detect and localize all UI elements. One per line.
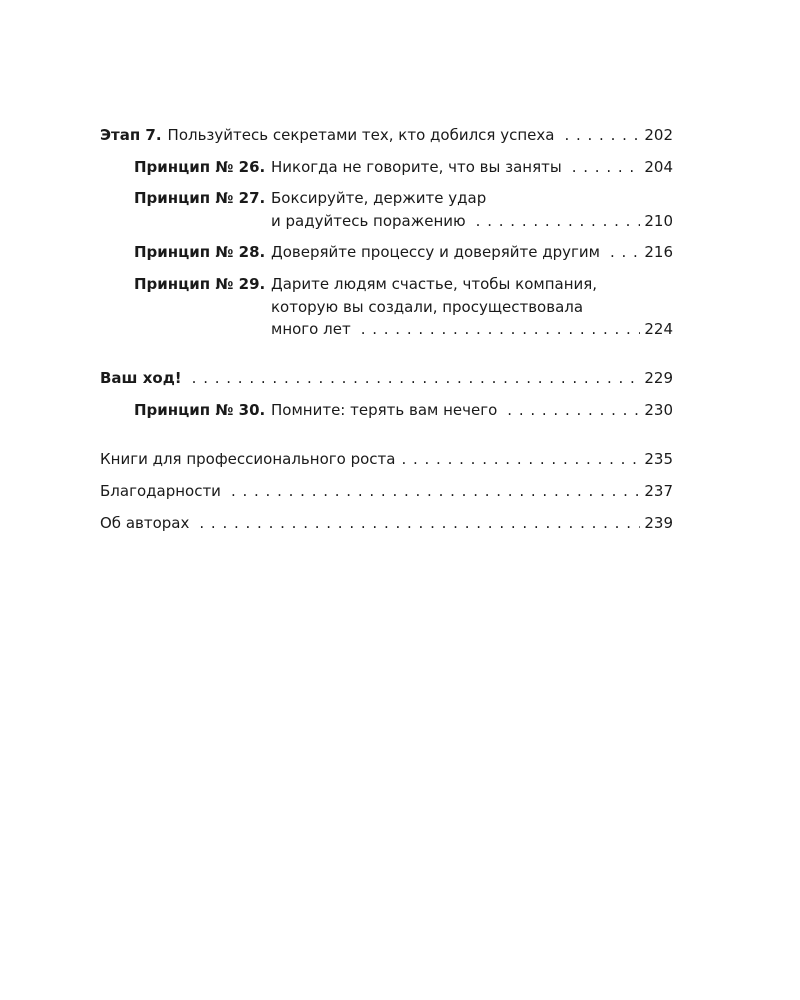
entry-title-line-2: которую вы создали, просуществовала — [271, 298, 584, 316]
page-number: 204 — [644, 158, 673, 176]
entry-title-line-1: Дарите людям счастье, чтобы компания, — [271, 275, 598, 293]
toc-entry-principle-27[interactable] — [134, 187, 673, 209]
page-number: 210 — [644, 212, 673, 230]
entry-title: Благодарности — [100, 482, 221, 500]
entry-title: Об авторах — [100, 514, 190, 532]
entry-label: Принцип № 29. — [134, 275, 266, 293]
entry-title: Пользуйтесь секретами тех, кто добился успеха — [167, 126, 555, 144]
toc-entry-principle-29[interactable] — [134, 273, 673, 295]
toc-entry-principle-27-cont[interactable] — [134, 210, 673, 232]
page-number: 239 — [644, 514, 673, 532]
entry-label: Принцип № 30. — [134, 401, 266, 419]
dot-leader — [192, 367, 641, 389]
toc-entry-principle-30[interactable] — [134, 399, 673, 421]
entry-title-line-1: Боксируйте, держите удар — [271, 189, 487, 207]
entry-title-line-3: много лет — [271, 320, 351, 338]
entry-title: Никогда не говорите, что вы заняты — [271, 158, 562, 176]
page-number: 202 — [644, 126, 673, 144]
dot-leader — [572, 156, 641, 178]
toc-entry-books[interactable] — [100, 448, 673, 470]
entry-title: Доверяйте процессу и доверяйте другим — [271, 243, 600, 261]
page-number: 229 — [644, 369, 673, 387]
toc-entry-principle-29-cont — [134, 296, 673, 318]
dot-leader — [199, 512, 640, 534]
entry-title: Помните: терять вам нечего — [271, 401, 498, 419]
toc-entry-principle-29-end[interactable] — [134, 318, 673, 340]
page-number: 237 — [644, 482, 673, 500]
dot-leader — [476, 210, 641, 232]
dot-leader — [507, 399, 640, 421]
dot-leader — [564, 124, 640, 146]
toc-entry-acknowledgements[interactable] — [100, 480, 673, 502]
entry-title-line-2: и радуйтесь поражению — [271, 212, 466, 230]
toc-entry-principle-28[interactable] — [134, 241, 673, 263]
entry-label: Принцип № 26. — [134, 158, 266, 176]
page-number: 224 — [644, 320, 673, 338]
entry-title: Ваш ход! — [100, 369, 182, 387]
entry-title: Книги для профессионального роста — [100, 450, 396, 468]
entry-label: Этап 7. — [100, 126, 162, 144]
dot-leader — [361, 318, 641, 340]
page-number: 216 — [644, 243, 673, 261]
dot-leader — [401, 448, 640, 470]
toc-entry-stage-7[interactable] — [100, 124, 673, 146]
toc-entry-about-authors[interactable] — [100, 512, 673, 534]
entry-label: Принцип № 28. — [134, 243, 266, 261]
dot-leader — [610, 241, 640, 263]
dot-leader — [231, 480, 640, 502]
page-number: 230 — [644, 401, 673, 419]
page-number: 235 — [644, 450, 673, 468]
entry-label: Принцип № 27. — [134, 189, 266, 207]
toc-entry-your-move[interactable] — [100, 367, 673, 389]
toc-entry-principle-26[interactable] — [134, 156, 673, 178]
